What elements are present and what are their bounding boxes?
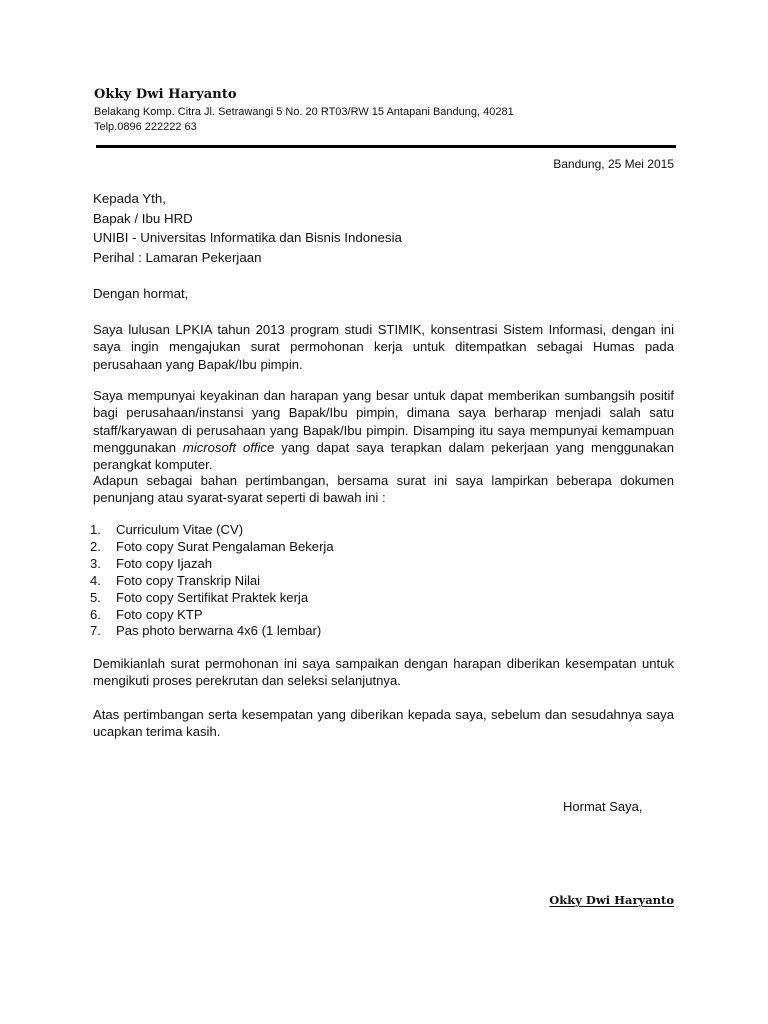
attachment-item (90, 623, 334, 640)
attachment-item (90, 573, 334, 590)
attachment-number: 2. (90, 538, 101, 554)
attachment-number: 4. (90, 572, 101, 588)
attachment-number: 5. (90, 589, 101, 605)
recipient-line1: Bapak / Ibu HRD (93, 210, 193, 226)
attachment-text: Pas photo berwarna 4x6 (1 lembar) (116, 623, 322, 639)
sender-phone: Telp.0896 222222 63 (94, 121, 197, 133)
body-paragraph-4: Demikianlah surat permohonan ini saya sampaikan dengan harapan diberikan kesempatan untuk mengikuti proses perekrutan dan seleksi selanjutnya. (93, 656, 674, 689)
closing: Hormat Saya, (563, 799, 643, 814)
attachment-number: 1. (90, 522, 101, 537)
sender-address: Belakang Komp. Citra Jl. Setrawangi 5 No. 20 RT03/RW 15 Antapani Bandung, 40281 (94, 106, 514, 118)
attachment-text: Foto copy Ijazah (116, 555, 213, 571)
recipient-line2: UNIBI - Universitas Informatika dan Bisnis Indonesia (93, 230, 402, 245)
attachment-item (90, 522, 334, 539)
attachment-item (90, 539, 334, 556)
letter-date: Bandung, 25 Mei 2015 (553, 157, 674, 171)
signature-name: Okky Dwi Haryanto (549, 893, 674, 907)
attachment-number: 6. (90, 606, 101, 622)
header-divider (96, 145, 676, 148)
body-paragraph-2-text-b: yang dapat saya terapkan dalam pekerjaan yang menggunakan perangkat komputer. (93, 439, 674, 473)
attachment-number: 3. (90, 555, 101, 571)
sender-name: Okky Dwi Haryanto (94, 87, 237, 102)
body-paragraph-3: Adapun sebagai bahan pertimbangan, bersama surat ini saya lampirkan beberapa dokumen penunjang atau syarat-syarat seperti di bawah ini : (93, 473, 674, 506)
greeting: Dengan hormat, (93, 286, 189, 301)
attachment-text: Foto copy Sertifikat Praktek kerja (116, 589, 309, 605)
attachment-item (90, 590, 334, 607)
attachment-list (90, 522, 334, 640)
attachment-text: Foto copy Surat Pengalaman Bekerja (116, 538, 334, 554)
attachment-item (90, 607, 334, 624)
attachment-text: Foto copy Transkrip Nilai (116, 572, 261, 588)
recipient-block (93, 189, 402, 267)
body-paragraph-2-text-a: Saya mempunyai keyakinan dan harapan yang besar untuk dapat memberikan sumbangsih positif bagi perusahaan/instansi yang Bapak/Ibu pimpin, dimana saya berharap menjadi salah satu staff/karyawan di perusahaan yang Bapak/Ibu pimpin. Disamping itu saya mempunyai kemampuan menggunakan (93, 388, 674, 455)
body-paragraph-2-emphasis: microsoft office (182, 439, 275, 455)
body-paragraph-5: Atas pertimbangan serta kesempatan yang diberikan kepada saya, sebelum dan sesudahnya saya ucapkan terima kasih. (93, 707, 674, 740)
recipient-to: Kepada Yth, (93, 191, 166, 206)
attachment-item (90, 556, 334, 573)
attachment-text: Foto copy KTP (116, 606, 203, 622)
body-paragraph-1: Saya lulusan LPKIA tahun 2013 program studi STIMIK, konsentrasi Sistem Informasi, dengan ini saya ingin mengajukan surat permohonan kerja untuk ditempatkan sebagai Humas pada perusahaan yang Bapak/Ibu pimpin. (93, 322, 674, 372)
attachment-text: Curriculum Vitae (CV) (116, 522, 244, 537)
letter-subject: Perihal : Lamaran Pekerjaan (93, 249, 262, 265)
attachment-number: 7. (90, 623, 101, 639)
body-paragraph-2 (93, 387, 674, 473)
